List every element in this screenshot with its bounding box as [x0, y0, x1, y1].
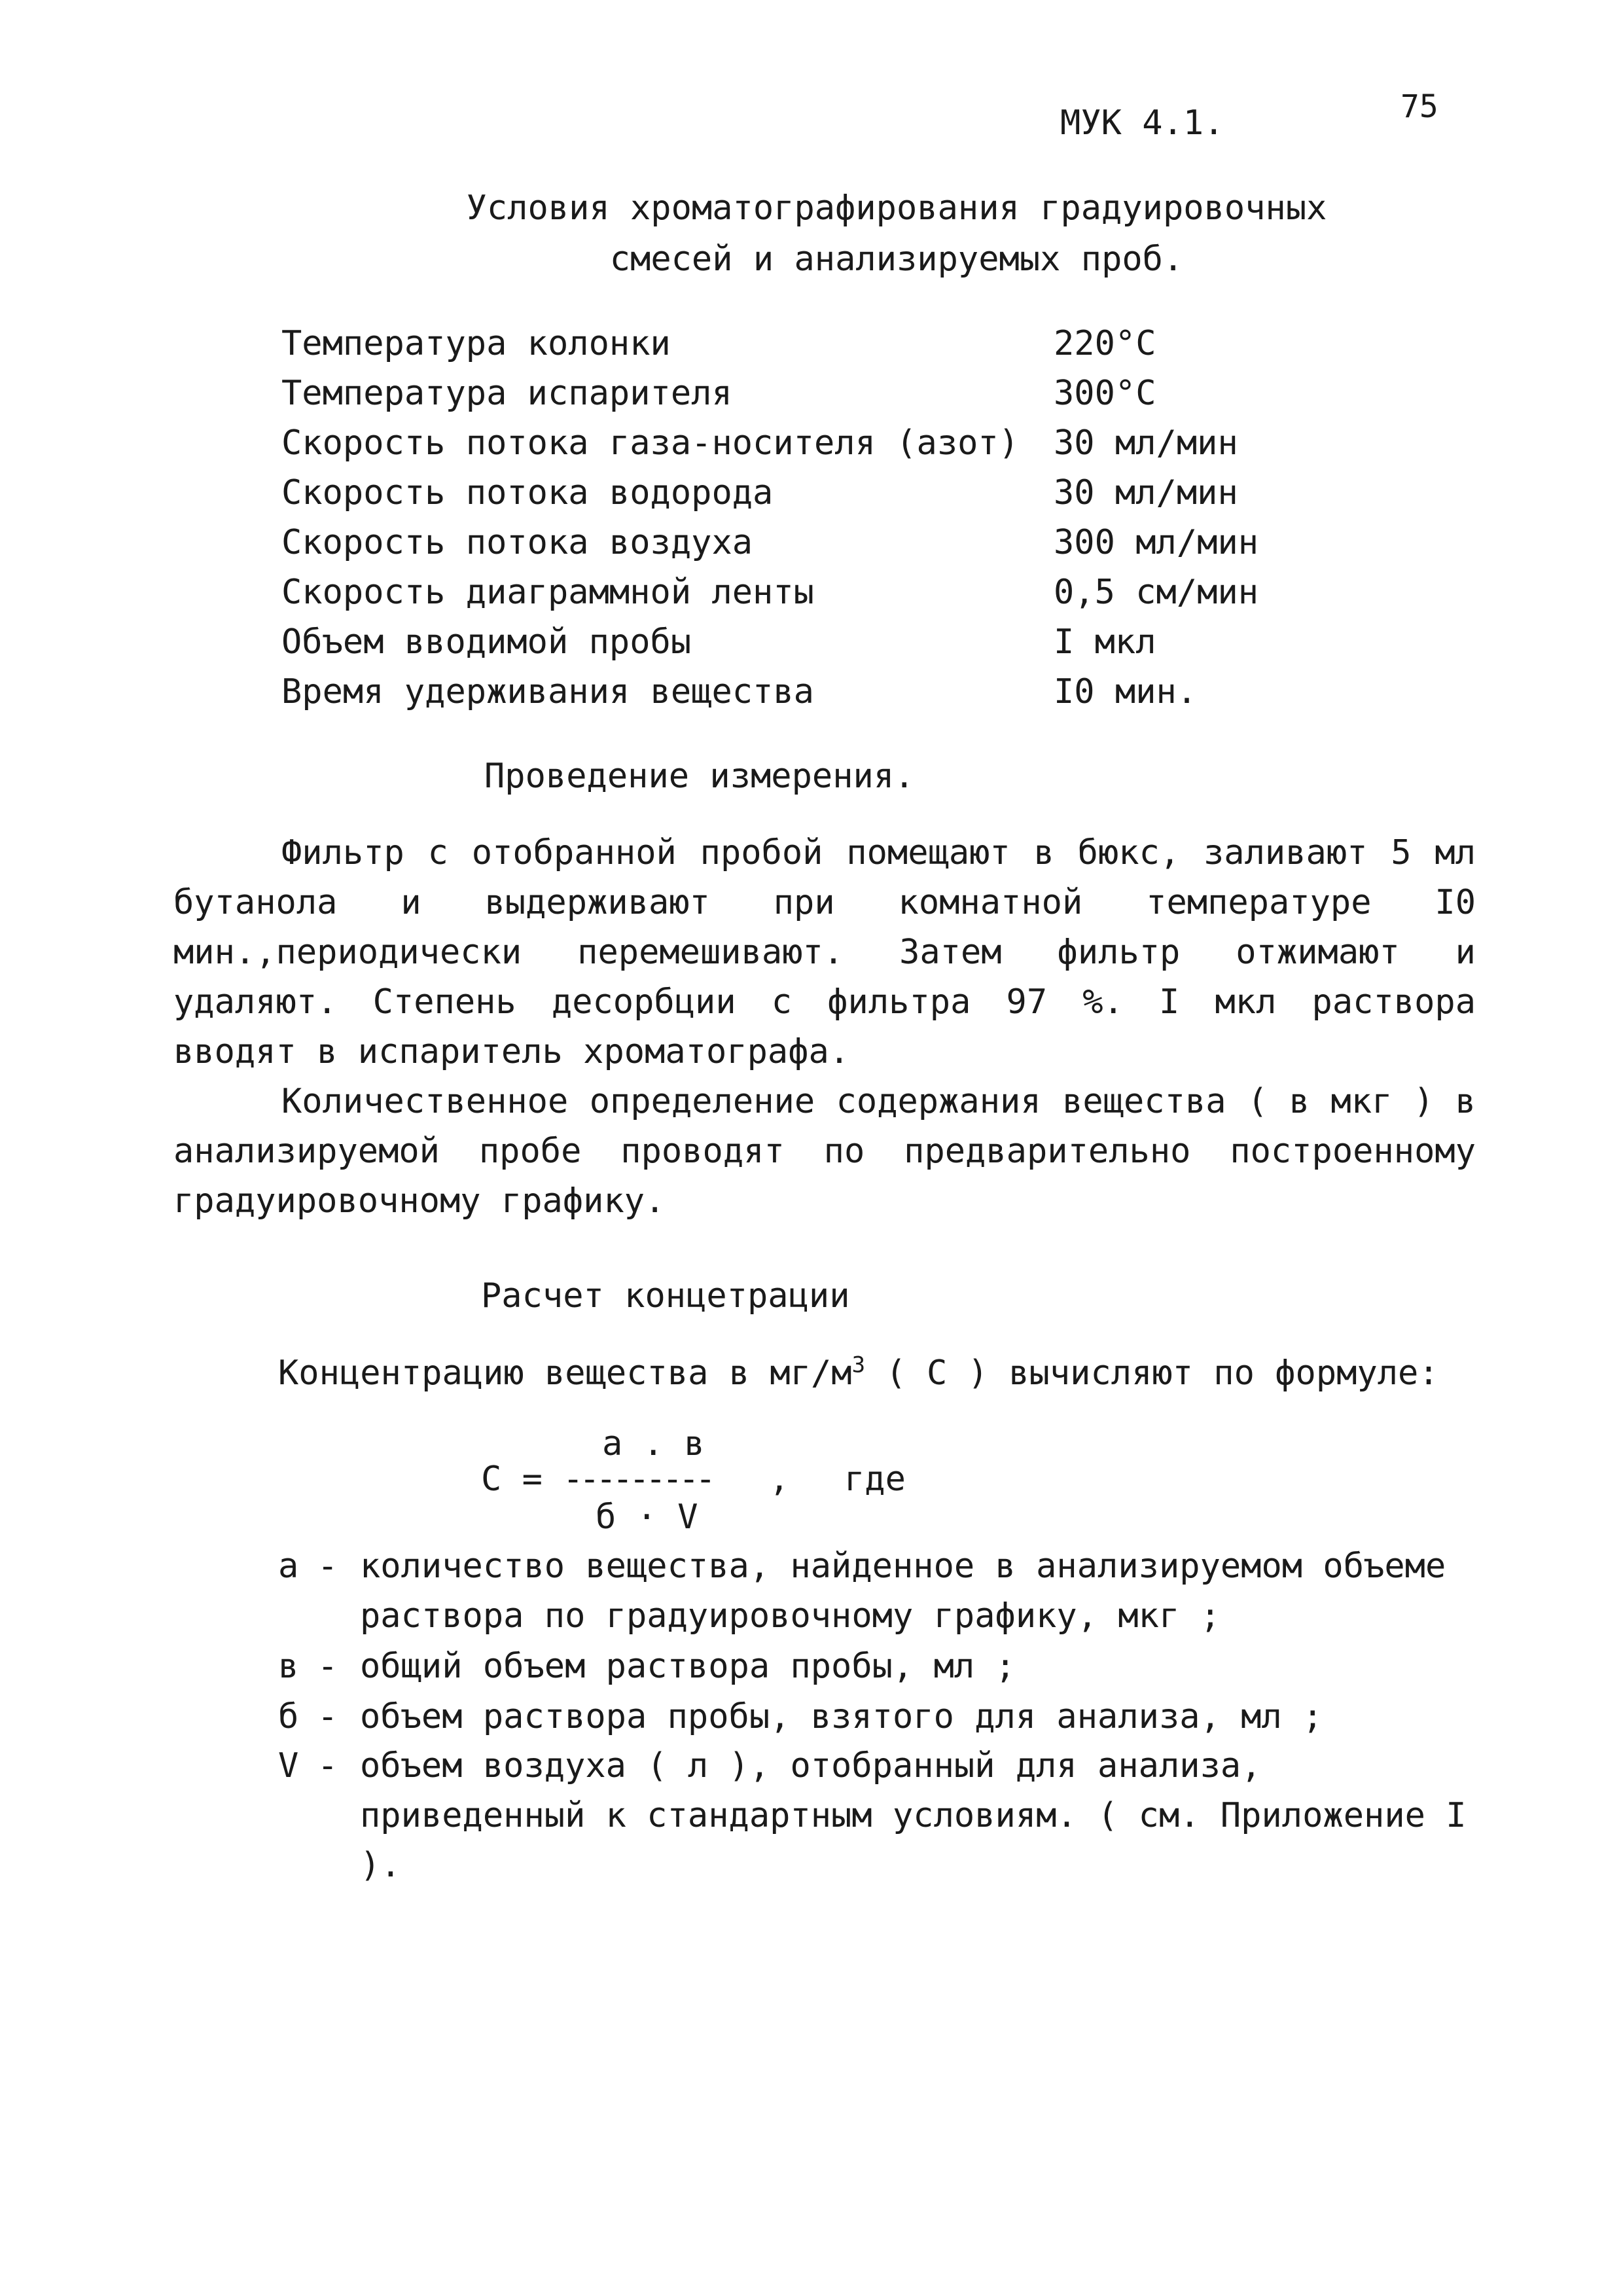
- conditions-title-line1: Условия хроматографирования градуировочных: [466, 188, 1327, 228]
- formula-intro-text-end: ( С ) вычисляют по формуле:: [865, 1354, 1439, 1393]
- condition-value: 300 мл/мин: [1054, 523, 1259, 562]
- paragraph-text: Количественное определение содержания вещества ( в мкг ) в анализируемой пробе проводят по предварительно построенному градуировочному графику.: [173, 1082, 1476, 1221]
- definition-symbol: а: [278, 1547, 299, 1586]
- condition-label: Скорость диаграммной ленты: [281, 573, 814, 612]
- condition-value: I0 мин.: [1054, 672, 1198, 711]
- definition-symbol: V: [278, 1746, 299, 1785]
- definition-dash: -: [317, 1697, 338, 1736]
- condition-label: Температура испарителя: [281, 374, 732, 413]
- definition-symbol: б: [278, 1697, 299, 1736]
- condition-label: Скорость потока воздуха: [281, 523, 753, 562]
- formula-where: где: [844, 1460, 906, 1499]
- definition-symbol: в: [278, 1647, 299, 1686]
- definition-text: объем раствора пробы, взятого для анализа, мл ;: [360, 1697, 1323, 1736]
- conditions-list: [281, 319, 1368, 717]
- condition-label: Температура колонки: [281, 324, 671, 363]
- definition-dash: -: [317, 1647, 338, 1686]
- formula-numerator: а . в: [602, 1424, 705, 1463]
- calculation-heading: Расчет концетрации: [481, 1276, 850, 1316]
- superscript-cube: 3: [851, 1352, 866, 1378]
- condition-value: 30 мл/мин: [1054, 423, 1238, 463]
- measurement-paragraph-2: [173, 1077, 1476, 1226]
- condition-value: I мкл: [1054, 622, 1156, 662]
- condition-row: [281, 567, 1368, 617]
- condition-row: [281, 667, 1368, 717]
- definition-text: объем воздуха ( л ), отобранный для анализа, приведенный к стандартным условиям. ( см. Приложение I ).: [360, 1746, 1467, 1885]
- condition-row: [281, 418, 1368, 468]
- definition-text: общий объем раствора пробы, мл ;: [360, 1647, 1016, 1686]
- formula-fraction-bar: ---------: [563, 1460, 712, 1499]
- formula-comma: ,: [769, 1460, 790, 1499]
- measurement-heading: Проведение измерения.: [484, 757, 915, 796]
- condition-row: [281, 468, 1368, 518]
- condition-value: 220°С: [1054, 324, 1156, 363]
- paragraph-text: Фильтр с отобранной пробой помещают в бюкс, заливают 5 мл бутанола и выдерживают при комнатной температуре I0 мин.,периодически перемешивают. Затем фильтр отжимают и удаляют. Степень десорбции с фильтра 97 %. I мкл раствора вводят в испаритель хроматографа.: [173, 833, 1476, 1071]
- condition-row: [281, 518, 1368, 567]
- condition-row: [281, 368, 1368, 418]
- definition-dash: -: [317, 1547, 338, 1586]
- formula-denominator: б · V: [596, 1498, 698, 1537]
- condition-value: 0,5 см/мин: [1054, 573, 1259, 612]
- condition-row: [281, 319, 1368, 368]
- page-number: 75: [1400, 88, 1438, 125]
- formula-intro-text: Концентрацию вещества в мг/м: [278, 1354, 852, 1393]
- measurement-paragraph-1: [173, 828, 1476, 1077]
- condition-value: 30 мл/мин: [1054, 473, 1238, 512]
- condition-label: Скорость потока водорода: [281, 473, 774, 512]
- condition-label: Скорость потока газа-носителя (азот): [281, 423, 1020, 463]
- condition-label: Объем вводимой пробы: [281, 622, 692, 662]
- definition-text: количество вещества, найденное в анализируемом объеме раствора по градуировочному графику, мкг ;: [360, 1547, 1446, 1636]
- formula-lhs: С =: [481, 1460, 543, 1499]
- condition-row: [281, 617, 1368, 667]
- conditions-title-line2: смесей и анализируемых проб.: [609, 240, 1184, 279]
- formula-intro: [278, 1348, 1439, 1398]
- doc-code: МУК 4.1.: [1060, 103, 1224, 143]
- definition-dash: -: [317, 1746, 338, 1785]
- condition-value: 300°С: [1054, 374, 1156, 413]
- condition-label: Время удерживания вещества: [281, 672, 814, 711]
